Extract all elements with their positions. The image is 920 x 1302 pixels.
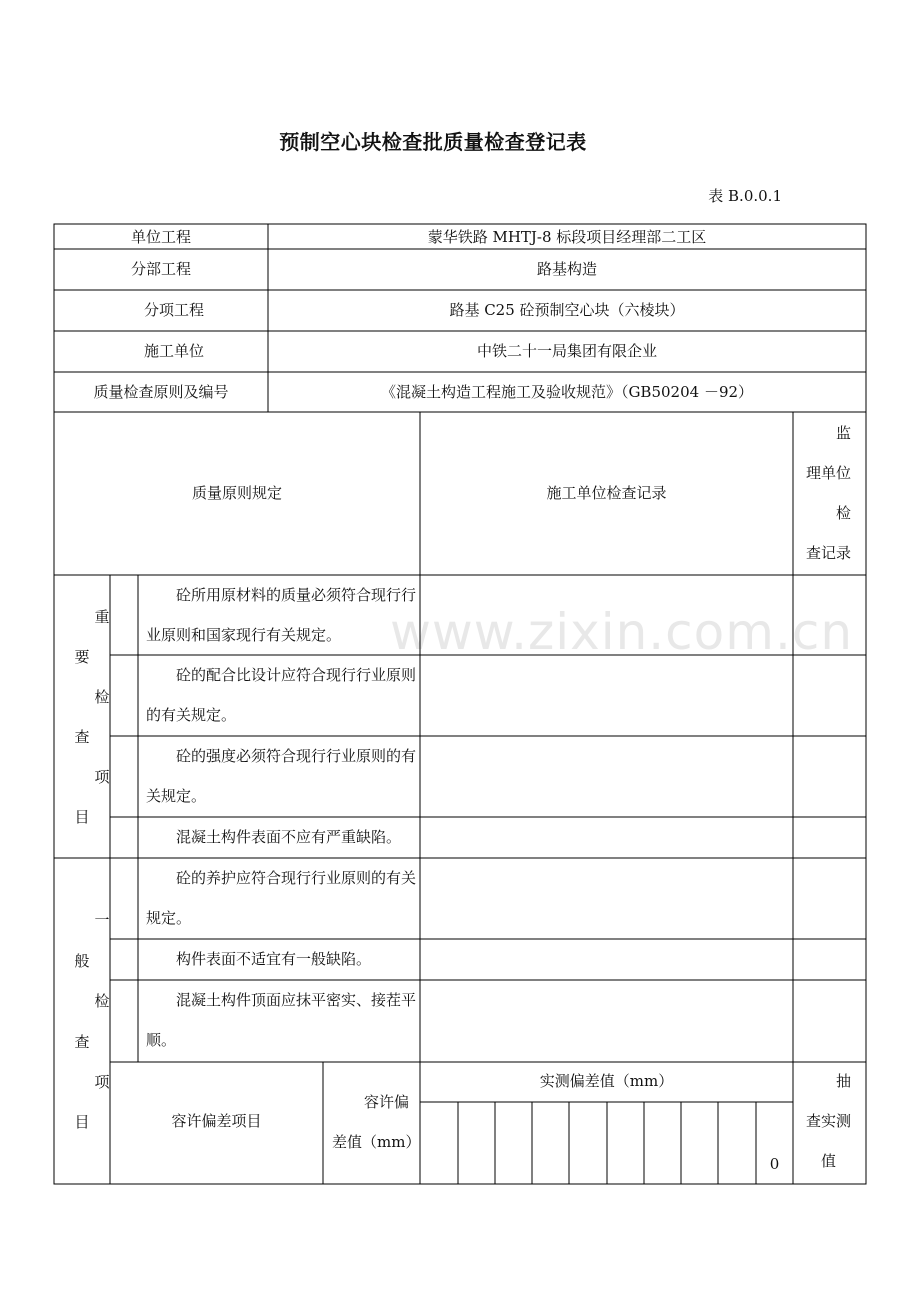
row-value-unit-project: 蒙华铁路 MHTJ-8 标段项目经理部二工区 [427, 228, 707, 246]
row-label-item-project: 分项工程 [144, 301, 205, 319]
tolerance-label-line2: 差值（mm） [332, 1133, 421, 1151]
col-header-contractor-record: 施工单位检查记录 [546, 484, 667, 502]
main-label-char: 检 [94, 688, 110, 706]
general-label-char: 一 [94, 911, 110, 929]
watermark: www.zixin.com.cn [390, 603, 854, 661]
main-label-char: 重 [94, 608, 110, 626]
sample-label-line1: 抽 [836, 1072, 852, 1090]
general-item-text: 混凝土构件顶面应抹平密实、接茬平顺。 [146, 991, 417, 1049]
col-header-supervisor-1: 监 [836, 424, 852, 442]
main-item-text: 砼的强度必须符合现行行业原则的有关规定。 [146, 747, 417, 805]
main-item-text: 砼所用原材料的质量必须符合现行行业原则和国家现行有关规定。 [146, 586, 417, 644]
col-header-supervisor-4: 查记录 [806, 544, 852, 562]
row-value-standard: 《混凝土构造工程施工及验收规范》（GB50204 －92） [380, 383, 754, 401]
tolerance-label-line1: 容许偏 [364, 1093, 410, 1111]
row-label-standard: 质量检查原则及编号 [93, 383, 229, 401]
main-item-text: 砼的配合比设计应符合现行行业原则的有关规定。 [146, 666, 417, 724]
row-value-contractor: 中铁二十一局集团有限企业 [476, 342, 657, 360]
row-value-sub-project: 路基构造 [536, 260, 597, 278]
row-value-item-project: 路基 C25 砼预制空心块（六棱块） [449, 301, 685, 319]
deviation-item-label: 容许偏差项目 [171, 1112, 262, 1130]
measured-value-cell: 0 [769, 1155, 780, 1173]
col-header-supervisor-3: 检 [836, 504, 852, 522]
general-item-text: 砼的养护应符合现行行业原则的有关规定。 [146, 869, 417, 927]
row-label-unit-project: 单位工程 [130, 228, 191, 246]
row-label-sub-project: 分部工程 [130, 260, 191, 278]
main-label-char: 查 [74, 728, 90, 746]
general-item-text: 构件表面不适宜有一般缺陷。 [176, 950, 372, 968]
document-title: 预制空心块检查批质量检查登记表 [279, 130, 587, 154]
general-label-char: 般 [74, 952, 90, 970]
general-label-char: 检 [94, 992, 110, 1010]
main-label-char: 项 [94, 768, 110, 786]
general-label-char: 目 [74, 1113, 90, 1131]
sample-label-line3: 值 [821, 1152, 837, 1170]
sample-label-line2: 查实测 [806, 1112, 852, 1130]
main-label-char: 要 [74, 648, 90, 666]
main-item-text: 混凝土构件表面不应有严重缺陷。 [176, 828, 402, 846]
measured-deviation-label: 实测偏差值（mm） [539, 1072, 674, 1090]
col-header-standard: 质量原则规定 [191, 484, 282, 502]
general-label-char: 查 [74, 1033, 90, 1051]
table-number: 表 B.0.0.1 [708, 187, 782, 205]
row-label-contractor: 施工单位 [144, 342, 205, 360]
general-label-char: 项 [94, 1073, 110, 1091]
main-label-char: 目 [74, 808, 90, 826]
col-header-supervisor-2: 理单位 [806, 464, 852, 482]
